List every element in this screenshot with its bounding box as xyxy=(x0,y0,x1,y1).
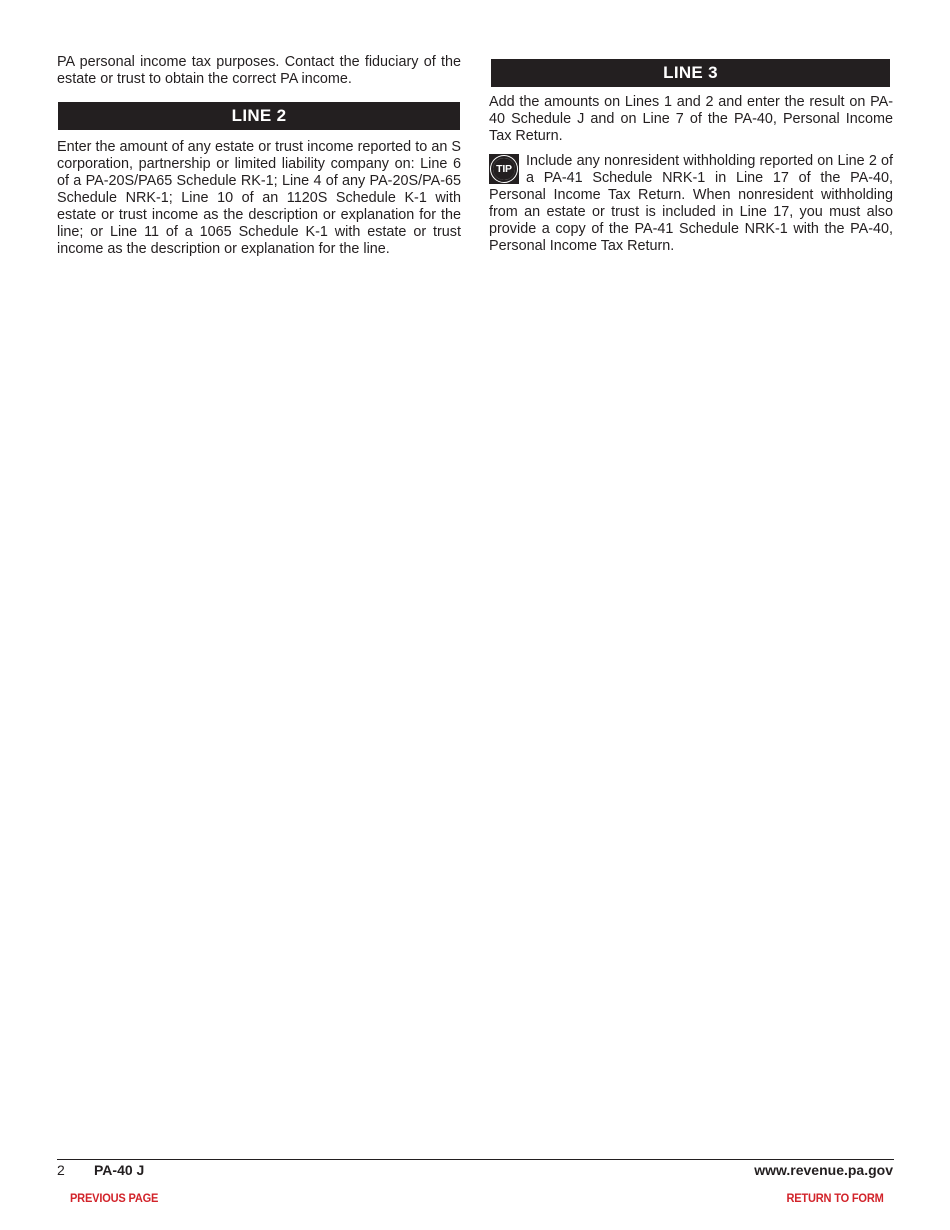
tip-paragraph: Include any nonresident withholding reported on Line 2 of a PA-41 Schedule NRK-1 in Line 17 of the PA-40, Personal Income Tax Return. When nonresident withholding from an estate or trust is included in Line 17, you must also provide a copy of the PA-41 Schedule NRK-1 with the PA-40, Personal Income Tax Return. xyxy=(489,153,893,254)
return-to-form-link[interactable]: RETURN TO FORM xyxy=(786,1191,884,1205)
page-number: 2 xyxy=(57,1162,65,1178)
line2-heading: LINE 2 xyxy=(58,102,460,130)
line3-paragraph: Add the amounts on Lines 1 and 2 and enter the result on PA-40 Schedule J and on Line 7 of the PA-40, Personal Income Tax Return. xyxy=(489,94,893,144)
left-column xyxy=(57,54,461,258)
website-url: www.revenue.pa.gov xyxy=(754,1162,893,1178)
previous-page-link[interactable]: PREVIOUS PAGE xyxy=(70,1191,159,1205)
tip-icon xyxy=(489,154,519,184)
right-column xyxy=(489,54,893,255)
intro-paragraph: PA personal income tax purposes. Contact the fiduciary of the estate or trust to obtain the correct PA income. xyxy=(57,54,461,87)
footer-divider xyxy=(57,1159,894,1160)
tip-block xyxy=(489,153,893,255)
line3-heading: LINE 3 xyxy=(491,59,890,87)
tip-icon-label: TIP xyxy=(493,158,515,180)
line2-paragraph: Enter the amount of any estate or trust income reported to an S corporation, partnership or limited liability company on: Line 6 of a PA-20S/PA65 Schedule RK-1; Line 4 of any PA-20S/PA-65 Schedule NRK-1; Line 10 of an 1120S Schedule K-1 with estate or trust income as the description or explanation for the line; or Line 11 of a 1065 Schedule K-1 with estate or trust income as the description or explanation for the line. xyxy=(57,139,461,257)
form-id: PA-40 J xyxy=(94,1162,145,1178)
